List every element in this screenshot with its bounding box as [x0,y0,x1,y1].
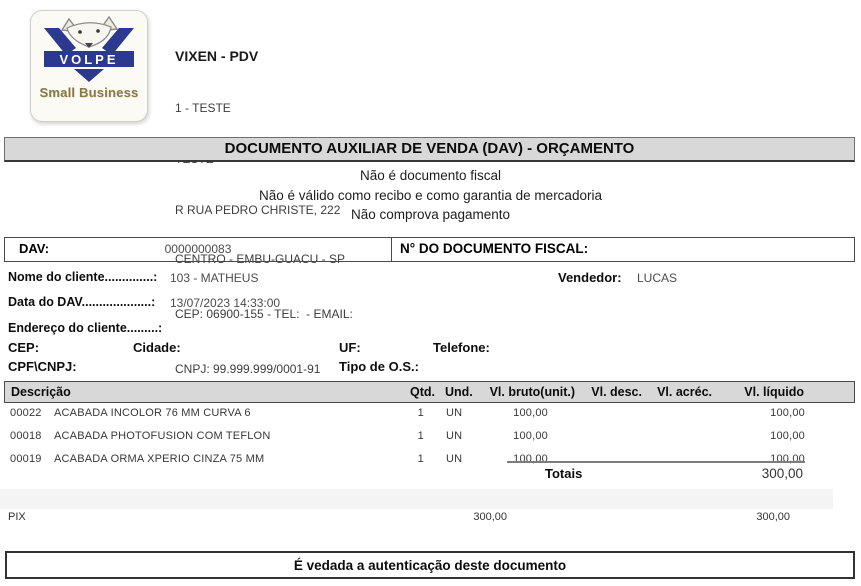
column-header-vl-bruto: Vl. bruto(unit.) [489,385,575,399]
vendor-label: Vendedor: [558,270,622,285]
column-header-vl-desc: Vl. desc. [591,385,642,399]
fiscal-document-label: N° DO DOCUMENTO FISCAL: [400,241,589,256]
company-cnpj: CNPJ: 99.999.999/0001-91 [175,362,321,376]
column-header-descricao: Descrição [11,385,71,399]
items-table-header [4,381,855,403]
item-gross: 100,00 [513,407,548,419]
item-description: ACABADA PHOTOFUSION COM TEFLON [54,430,271,442]
company-name: VIXEN - PDV [175,48,259,64]
client-name-value: 103 - MATHEUS [170,271,259,285]
dav-number-box [4,237,855,262]
dav-date-value: 13/07/2023 14:33:00 [170,296,281,310]
logo-brand-text: VOLPE [59,52,119,67]
company-line1: 1 - TESTE [175,101,231,115]
item-gross: 100,00 [513,430,548,442]
fox-logo-icon [39,15,139,91]
client-name-label: Nome do cliente..............: [8,270,158,284]
totals-divider [507,461,805,463]
os-type-label: Tipo de O.S.: [339,359,419,374]
item-code: 00018 [10,430,42,442]
item-unit: UN [446,407,463,419]
item-description: ACABADA ORMA XPERIO CINZA 75 MM [54,453,265,465]
item-net: 100,00 [770,407,805,419]
column-header-qtd: Qtd. [410,385,435,399]
uf-label: UF: [339,340,361,355]
document-title: DOCUMENTO AUXILIAR DE VENDA (DAV) - ORÇAMENTO [4,137,855,162]
item-net: 100,00 [770,453,805,465]
footer-notice: É vedada a autenticação deste documento [5,551,855,579]
notice-line: Não é válido como recibo e como garantia de mercadoria [259,187,602,203]
company-address2: CENTRO - EMBU-GUACU - SP [175,252,346,266]
cpf-cnpj-label: CPF\CNPJ: [8,359,77,374]
totals-label: Totais [545,466,583,481]
company-address1: R RUA PEDRO CHRISTE, 222 [175,203,341,217]
cep-label: CEP: [8,340,40,355]
dav-cell [5,238,391,261]
totals-value: 300,00 [761,466,803,481]
notice-line: Não é documento fiscal [359,168,502,183]
city-label: Cidade: [133,340,181,355]
notices [0,166,861,225]
company-logo [30,10,148,122]
company-contact: CEP: 06900-155 - TEL: - EMAIL: [175,307,353,321]
payment-amount: 300,00 [473,511,507,523]
column-header-vl-liquido: Vl. líquido [744,385,804,399]
item-net: 100,00 [770,430,805,442]
column-header-vl-acrec: Vl. acréc. [657,385,712,399]
dav-number: 0000000083 [164,242,232,256]
payment-total: 300,00 [756,511,790,523]
item-description: ACABADA INCOLOR 76 MM CURVA 6 [54,407,251,419]
dav-label: DAV: [19,241,50,256]
item-code: 00019 [10,453,42,465]
client-address-label: Endereço do cliente.........: [8,321,163,335]
column-header-und: Und. [445,385,473,399]
fiscal-document-cell [391,238,854,261]
item-unit: UN [446,430,463,442]
item-gross: 100,00 [513,453,548,465]
item-qty: 1 [417,407,424,419]
payment-method: PIX [8,511,26,523]
phone-label: Telefone: [433,340,490,355]
item-qty: 1 [417,430,424,442]
item-unit: UN [446,453,463,465]
payments-header-strip [0,489,833,509]
notice-line: Não comprova pagamento [350,207,511,222]
table-row [4,403,855,423]
item-code: 00022 [10,407,42,419]
dav-date-label: Data do DAV....................: [8,295,156,309]
item-qty: 1 [417,453,424,465]
vendor-value: LUCAS [637,271,678,285]
logo-tagline: Small Business [39,85,139,100]
table-row [4,426,855,446]
